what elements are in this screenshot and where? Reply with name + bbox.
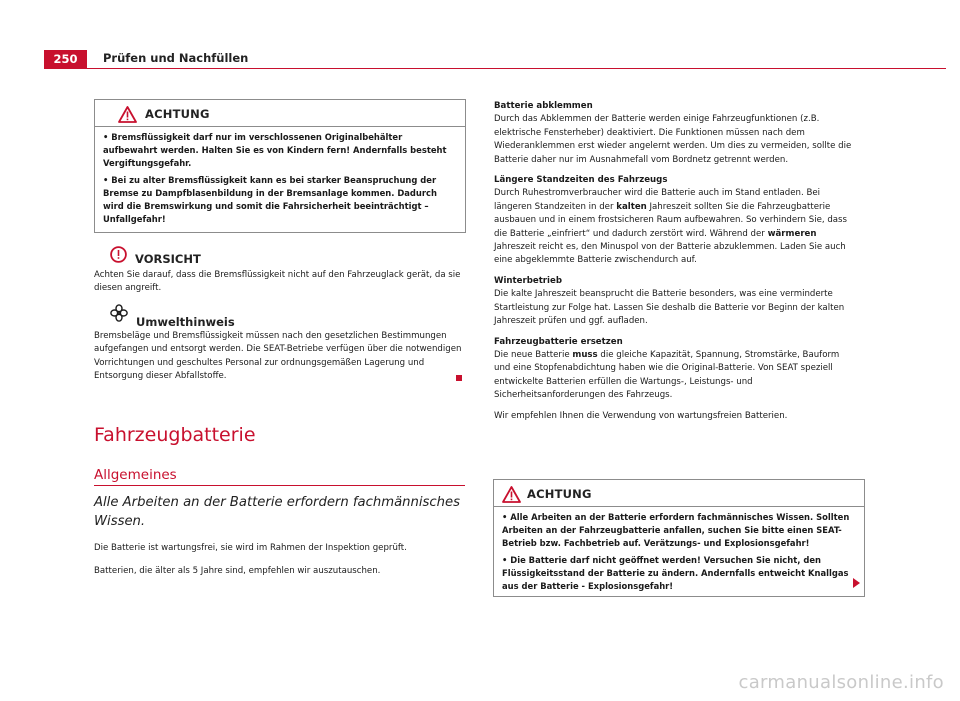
emphasis: kalten [616, 201, 647, 212]
warning-triangle-icon [502, 486, 521, 503]
emphasis: muss [572, 349, 598, 360]
warning-title: ACHTUNG [145, 107, 210, 121]
emphasis: wärmeren [767, 228, 817, 239]
body-paragraph: Batterien, die älter als 5 Jahre sind, empfehlen wir auszutauschen. [94, 566, 381, 576]
warning-box-header [494, 480, 864, 507]
subheading: Längere Standzeiten des Fahrzeugs [494, 175, 668, 186]
body-text: Durch Ruhestromverbraucher wird die Batterie auch im Stand entladen. Bei längeren Standzeiten in der [494, 188, 821, 212]
body-text: die gleiche Kapazität, Spannung, Stromstärke, Bauform und eine Stopfenabdichtung haben wie die Original-Batterie. Von SEAT speziell entwickelte Batterien erfüllen die Wartungs-, Leistungs- und Sicherheitsanforderungen des Fahrzeugs. [494, 349, 840, 401]
environment-text: Bremsbeläge und Bremsflüssigkeit müssen nach den gesetzlichen Bestimmungen aufgefangen und entsorgt werden. Die SEAT-Betriebe verfügen über die notwendigen Vorrichtungen und geschultes Personal zur ordnungsgemäßen Lagerung und Entsorgung dieser Abfallstoffe. [94, 331, 462, 382]
warning-item: • Die Batterie darf nicht geöffnet werden! Versuchen Sie nicht, den Flüssigkeitsstand der Batterie zu ändern. Andernfalls entweicht Knallgas aus der Batterie - Explosionsgefahr! [502, 554, 849, 592]
header-divider [44, 68, 946, 69]
warning-body [95, 127, 465, 234]
warning-box-header [95, 100, 465, 127]
environment-icon [110, 304, 128, 322]
section-title: Fahrzeugbatterie [94, 424, 256, 446]
subheading: Fahrzeugbatterie ersetzen [494, 336, 623, 347]
warning-box-battery [493, 479, 865, 597]
body-paragraph: Durch das Abklemmen der Batterie werden einige Fahrzeugfunktionen (z.B. elektrische Fensterheber) deaktiviert. Die Funktionen müssen nach dem Wiederanklemmen erst wieder angelernt werden. Um dies zu vermeiden, sollte die Batterie daher nur im Ausnahmefall vom Bordnetz getrennt werden. [494, 114, 852, 165]
environment-title: Umwelthinweis [136, 315, 235, 329]
subheading: Winterbetrieb [494, 275, 562, 286]
body-paragraph: Wir empfehlen Ihnen die Verwendung von wartungsfreien Batterien. [494, 410, 788, 421]
warning-box-brake-fluid [94, 99, 466, 233]
chapter-title: Prüfen und Nachfüllen [103, 51, 249, 65]
subsection-title: Allgemeines [94, 467, 177, 483]
section-end-marker [456, 375, 462, 381]
body-text: Die neue Batterie [494, 349, 573, 360]
subheading: Batterie abklemmen [494, 101, 593, 111]
watermark: carmanualsonline.info [738, 672, 944, 693]
warning-body [494, 507, 864, 601]
caution-icon [110, 246, 127, 263]
body-paragraph: Die kalte Jahreszeit beansprucht die Batterie besonders, was eine verminderte Startleistung zur Folge hat. Lassen Sie deshalb die Batterie vor Beginn der kalten Jahreszeit prüfen und ggf. aufladen. [494, 289, 845, 327]
warning-triangle-icon [118, 106, 137, 123]
lead-text: Alle Arbeiten an der Batterie erfordern fachmännisches Wissen. [94, 495, 461, 529]
warning-item: • Alle Arbeiten an der Batterie erfordern fachmännisches Wissen. Sollten Arbeiten an der Fahrzeugbatterie anfallen, suchen Sie bitte einen SEAT-Betrieb bzw. Fachbetrieb auf. Verätzungs- und Explosionsgefahr! [502, 512, 850, 549]
caution-text: Achten Sie darauf, dass die Bremsflüssigkeit nicht auf den Fahrzeuglack gerät, da sie diesen angreift. [94, 270, 461, 294]
caution-title: VORSICHT [135, 252, 201, 266]
continue-arrow-icon [853, 578, 860, 588]
warning-item: • Bremsflüssigkeit darf nur im verschlossenen Originalbehälter aufbewahrt werden. Halten Sie es von Kindern fern! Andernfalls besteht Vergiftungsgefahr. [103, 132, 447, 169]
body-text: Jahreszeit reicht es, den Minuspol von der Batterie abzuklemmen. Laden Sie auch eine abgeklemmte Batterie zwischendurch auf. [494, 242, 846, 266]
body-paragraph: Die Batterie ist wartungsfrei, sie wird im Rahmen der Inspektion geprüft. [94, 543, 407, 553]
right-column-text [494, 100, 852, 430]
warning-item: • Bei zu alter Bremsflüssigkeit kann es bei starker Beanspruchung der Bremse zu Dampfblasenbildung in der Bremsanlage kommen. Dadurch wird die Bremswirkung und somit die Fahrsicherheit beeinträchtigt – Unfallgefahr! [103, 174, 437, 225]
warning-title: ACHTUNG [527, 487, 592, 501]
subsection-divider [94, 485, 465, 486]
body-text: Jahreszeit sollten Sie die Fahrzeugbatterie ausbauen und in einem frostsicheren Raum aufbewahren. So verhindern Sie, dass die Batterie „einfriert“ und dadurch zerstört wird. Während der [494, 201, 848, 239]
page-number: 250 [44, 50, 87, 68]
